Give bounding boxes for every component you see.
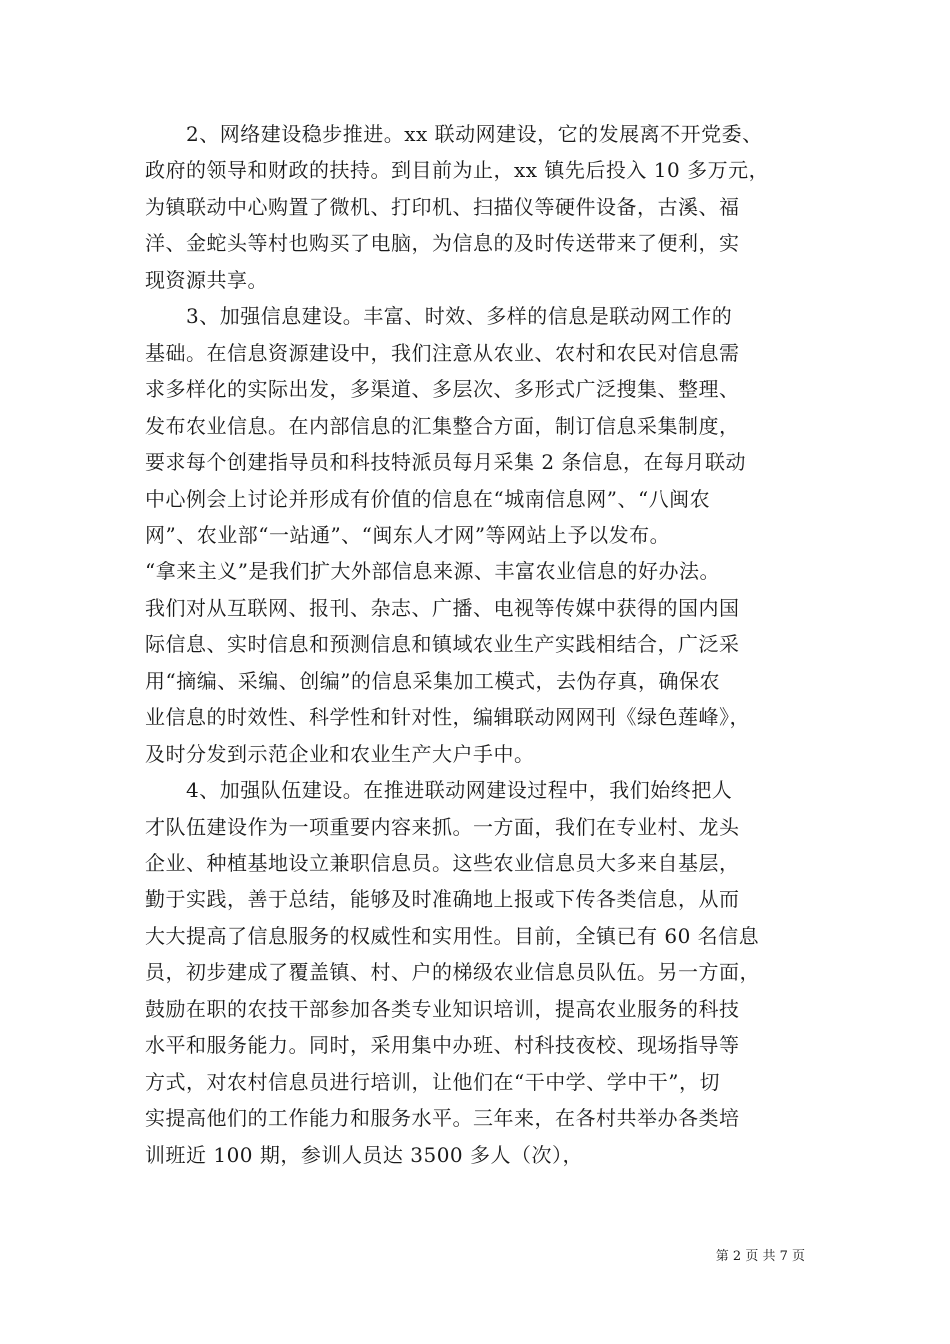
text-line: 企业、种植基地设立兼职信息员。这些农业信息员大多来自基层，	[145, 851, 740, 875]
text-line: 实提高他们的工作能力和服务水平。三年来，在各村共举办各类培	[145, 1106, 740, 1131]
text-line: 才队伍建设作为一项重要内容来抓。一方面，我们在专业村、龙头	[145, 814, 740, 839]
text-line: 洋、金蛇头等村也购买了电脑，为信息的及时传送带来了便利，实	[145, 231, 740, 256]
text-line: 际信息、实时信息和预测信息和镇域农业生产实践相结合，广泛采	[145, 632, 740, 657]
text-line: 及时分发到示范企业和农业生产大户手中。	[145, 741, 535, 766]
text-line: 求多样化的实际出发，多渠道、多层次、多形式广泛搜集、整理、	[145, 377, 740, 402]
text-line: 基础。在信息资源建设中，我们注意从农业、农村和农民对信息需	[145, 340, 740, 365]
text-line: 中心例会上讨论并形成有价值的信息在“城南信息网”、“八闽农	[145, 486, 711, 511]
text-line: 4、加强队伍建设。在推进联动网建设过程中，我们始终把人	[145, 778, 733, 803]
text-line: 政府的领导和财政的扶持。到目前为止，xx 镇先后投入 10 多万元，	[145, 158, 770, 183]
text-line: 鼓励在职的农技干部参加各类专业知识培训，提高农业服务的科技	[145, 996, 740, 1021]
page-number-footer: 第 2 页 共 7 页	[715, 1249, 805, 1264]
text-line: 我们对从互联网、报刊、杂志、广播、电视等传媒中获得的国内国	[145, 595, 740, 620]
text-line: 现资源共享。	[145, 267, 268, 292]
text-line: 要求每个创建指导员和科技特派员每月采集 2 条信息，在每月联动	[145, 450, 746, 475]
text-line: 为镇联动中心购置了微机、打印机、扫描仪等硬件设备，古溪、福	[145, 194, 740, 219]
text-line: 训班近 100 期，参训人员达 3500 多人（次），	[145, 1142, 584, 1167]
text-line: 发布农业信息。在内部信息的汇集整合方面，制订信息采集制度，	[145, 413, 740, 438]
text-line: 网”、农业部“一站通”、“闽东人才网”等网站上予以发布。	[145, 522, 671, 547]
text-line: 业信息的时效性、科学性和针对性，编辑联动网网刊《绿色莲峰》，	[145, 705, 750, 730]
text-line: 勤于实践，善于总结，能够及时准确地上报或下传各类信息，从而	[145, 887, 740, 912]
text-line: 方式，对农村信息员进行培训，让他们在“干中学、学中干”，切	[145, 1069, 720, 1094]
text-line: 2、网络建设稳步推进。xx 联动网建设，它的发展离不开党委、	[145, 122, 763, 146]
text-line: “拿来主义”是我们扩大外部信息来源、丰富农业信息的好办法。	[145, 559, 720, 584]
text-line: 员，初步建成了覆盖镇、村、户的梯级农业信息员队伍。另一方面，	[145, 960, 760, 985]
text-line: 水平和服务能力。同时，采用集中办班、村科技夜校、现场指导等	[145, 1033, 740, 1058]
text-line: 大大提高了信息服务的权威性和实用性。目前，全镇已有 60 名信息	[145, 923, 760, 948]
text-line: 用“摘编、采编、创编”的信息采集加工模式，去伪存真，确保农	[145, 668, 720, 693]
text-line: 3、加强信息建设。丰富、时效、多样的信息是联动网工作的	[145, 304, 733, 329]
